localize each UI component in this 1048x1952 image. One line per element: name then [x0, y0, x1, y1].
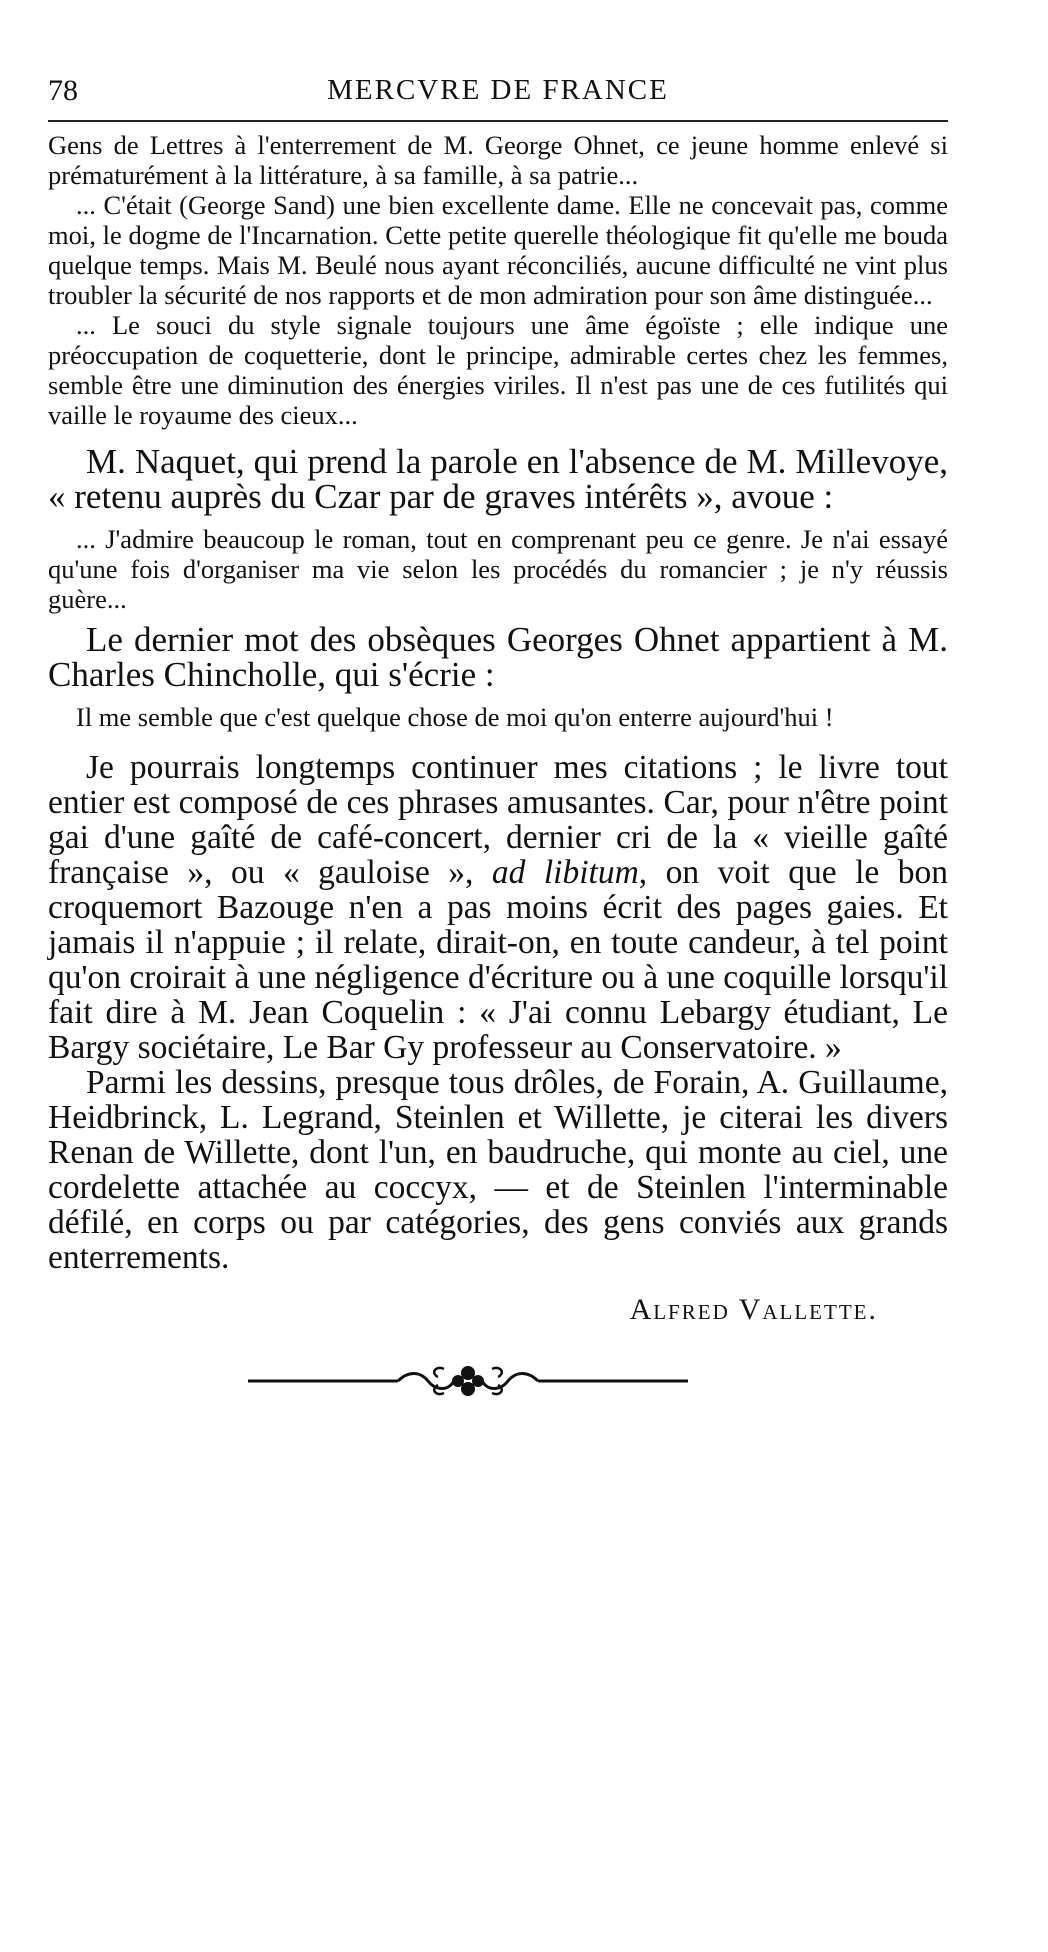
fleuron-ornament-icon: [248, 1361, 688, 1401]
quote-paragraph: Il me semble que c'est quelque chose de moi qu'on enterre aujourd'hui !: [76, 702, 834, 732]
fleuron-svg: [248, 1361, 688, 1401]
quote-paragraph: ... Le souci du style signale toujours une âme égoïste ; elle indique une préoccupation de coquetterie, dont le principe, admirable certes chez les femmes, semble être une diminution des énergies viriles. Il n'est pas une de ces futilités qui vaille le royaume des cieux...: [48, 310, 948, 430]
body-paragraph: M. Naquet, qui prend la parole en l'absence de M. Millevoye, « retenu auprès du Czar par de graves intérêts », avoue :: [48, 442, 948, 516]
ornament-scroll-right: [482, 1374, 538, 1389]
ornament-scroll-left: [398, 1374, 454, 1389]
ornament-dot: [452, 1375, 464, 1387]
ornament-curl: [492, 1368, 502, 1377]
quote-paragraph: ... J'admire beaucoup le roman, tout en comprenant peu ce genre. Je n'ai essayé qu'une fois d'organiser ma vie selon les procédés du romancier ; je n'y réussis guère...: [48, 524, 948, 614]
body-paragraph: Le dernier mot des obsèques Georges Ohnet appartient à M. Charles Chincholle, qui s'écrie :: [48, 620, 948, 694]
ornament-dot: [472, 1375, 484, 1387]
page: [48, 60, 948, 1401]
page-number: 78: [48, 74, 78, 107]
body-paragraph: Parmi les dessins, presque tous drôles, de Forain, A. Guillaume, Heidbrinck, L. Legrand, Steinlen et Willette, je citerai les divers Renan de Willette, dont l'un, en baudruche, qui monte au ciel, une cordelette attachée au coccyx, — et de Steinlen l'interminable défilé, en corps ou par catégories, des gens conviés aux grands enterrements.: [48, 1064, 948, 1276]
ornament-curl: [434, 1368, 444, 1377]
quote-paragraph: Gens de Lettres à l'enterrement de M. George Ohnet, ce jeune homme enlevé si prématurément à la littérature, à sa famille, à sa patrie...: [48, 130, 948, 190]
header-rule: [48, 120, 948, 122]
page-header: [48, 60, 948, 120]
italic-phrase: ad libitum: [491, 854, 639, 891]
body-text: , on voit que le bon croquemort Bazouge n'en a pas moins écrit des pages gaies. Et jamais il n'appuie ; il relate, dirait-on, en toute candeur, à tel point qu'on croirait à une négligence d'écriture ou à une coquille lorsqu'il fait dire à M. Jean Coquelin : « J'ai connu Lebargy étudiant, Le Bargy sociétaire, Le Bar Gy professeur au Conservatoire. »: [48, 854, 948, 1066]
running-head: MERCVRE DE FRANCE: [327, 74, 669, 106]
author-signature: Alfred Vallette.: [629, 1293, 878, 1326]
body-paragraph: [48, 750, 948, 1065]
quote-paragraph: ... C'était (George Sand) une bien excellente dame. Elle ne concevait pas, comme moi, le dogme de l'Incarnation. Cette petite querelle théologique fit qu'elle me bouda quelque temps. Mais M. Beulé nous ayant réconciliés, aucune difficulté ne vint plus troubler la sécurité de nos rapports et de mon admiration pour son âme distinguée...: [48, 190, 948, 310]
body-text: Je pourrais longtemps continuer mes citations ; le livre tout entier est composé de ces phrases amusantes. Car, pour n'être point gai d'une gaîté de café-concert, dernier cri de la « vieille gaîté française », ou « gauloise »,: [48, 749, 948, 891]
